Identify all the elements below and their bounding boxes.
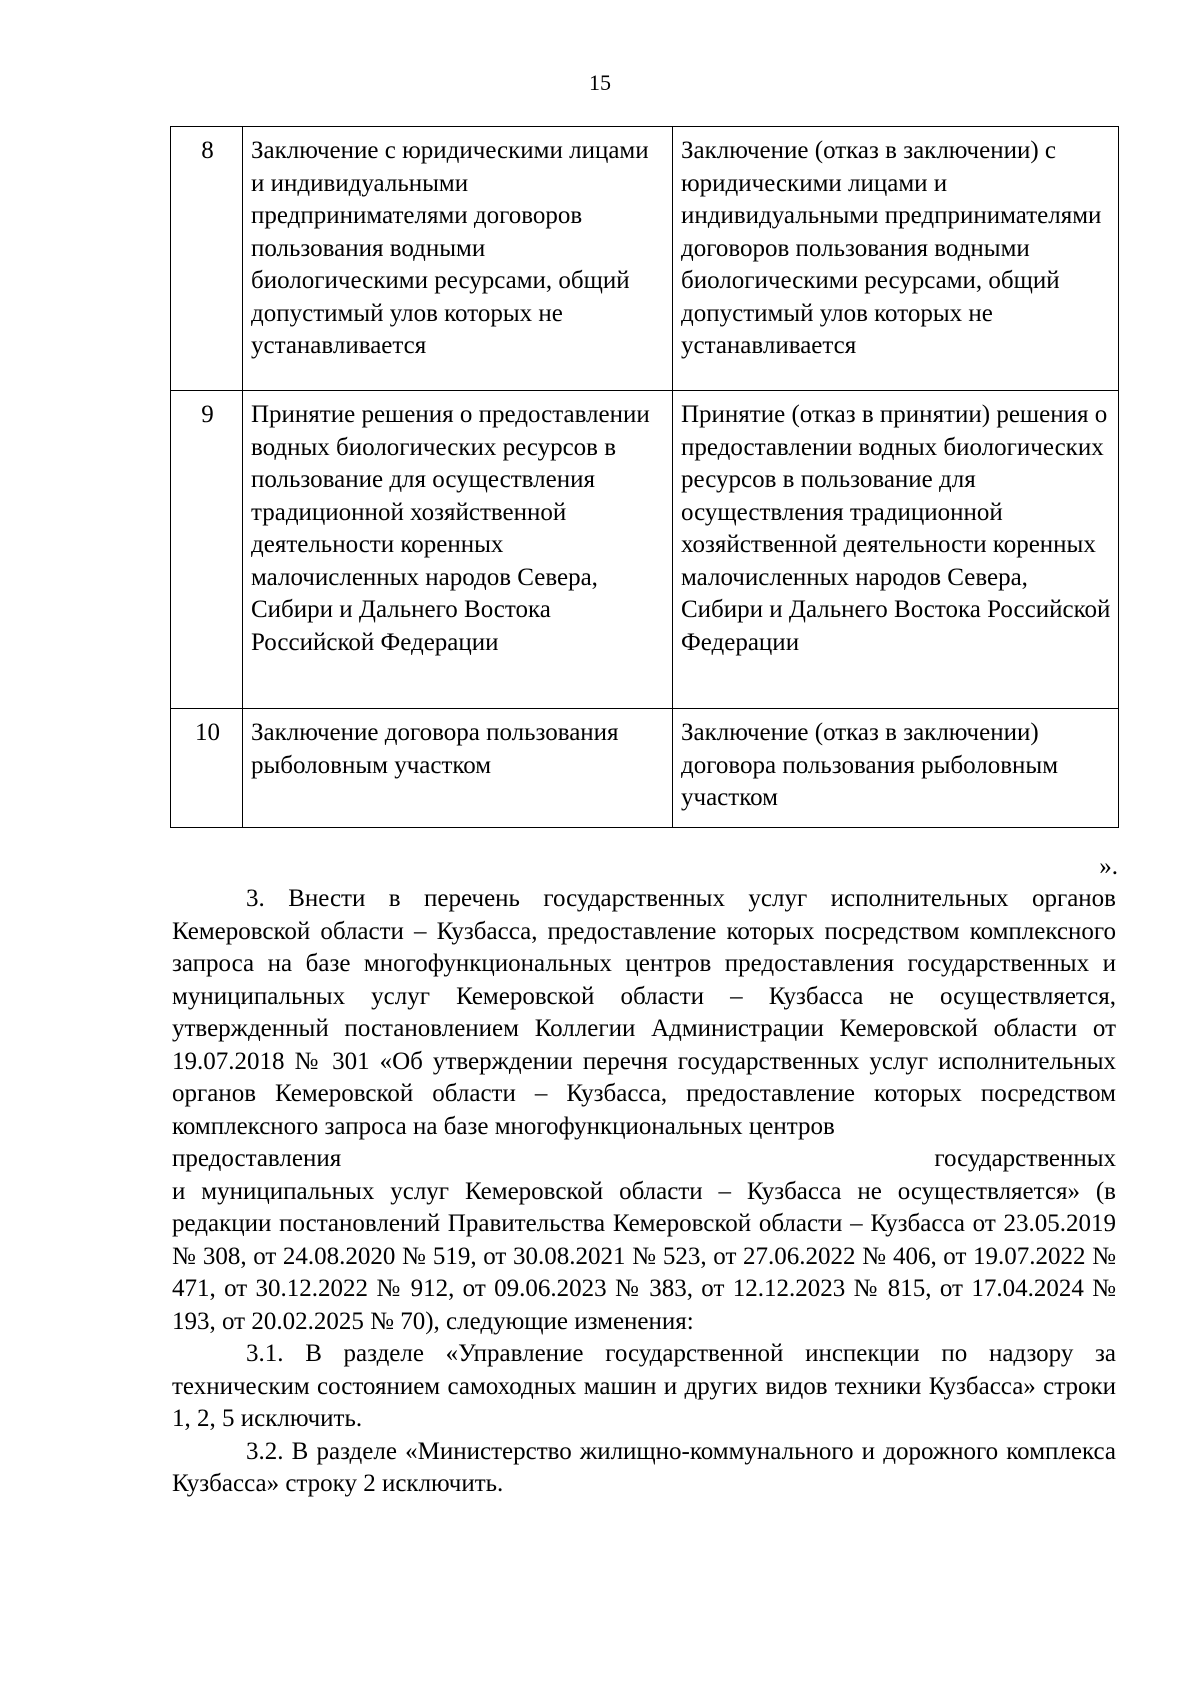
paragraph-3: 3. Внести в перечень государственных услуг исполнительных органов Кемеровской области – Кузбасса, предоставление которых посредством комплексного запроса на базе многофункциональных центров предоставления государственных и муниципальных услуг Кемеровской области – Кузбасса не осуществляется, утвержденный постановлением Коллегии Администрации Кемеровской области от 19.07.2018 № 301 «Об утверждении перечня государственных услуг исполнительных органов Кемеровской области – Кузбасса, предоставление которых посредством комплексного запроса на базе многофункциональных центров [172, 885, 1116, 1140]
service-result-cell: Заключение (отказ в заключении) договора пользования рыболовным участком [673, 709, 1119, 828]
page-number: 15 [589, 70, 611, 95]
paragraph-3-1: 3.1. В разделе «Управление государственной инспекции по надзору за техническим состоянием самоходных машин и других видов техники Кузбасса» строки 1, 2, 5 исключить. [172, 1340, 1116, 1432]
closing-quote: ». [1099, 853, 1118, 880]
services-table [170, 126, 1119, 828]
table-row [171, 391, 1119, 709]
service-name-cell: Заключение с юридическими лицами и индивидуальными предпринимателями договоров пользования водными биологическими ресурсами, общий допустимый улов которых не устанавливается [243, 127, 673, 391]
service-name-cell: Заключение договора пользования рыболовным участком [243, 709, 673, 828]
row-number: 10 [171, 709, 243, 828]
paragraph-3-split-line [172, 1143, 1116, 1176]
row-number: 8 [171, 127, 243, 391]
table-row [171, 127, 1119, 391]
service-result-cell: Принятие (отказ в принятии) решения о предоставлении водных биологических ресурсов в пользование для осуществления традиционной хозяйственной деятельности коренных малочисленных народов Севера, Сибири и Дальнего Востока Российской Федерации [673, 391, 1119, 709]
service-name-cell: Принятие решения о предоставлении водных биологических ресурсов в пользование для осуществления традиционной хозяйственной деятельности коренных малочисленных народов Севера, Сибири и Дальнего Востока Российской Федерации [243, 391, 673, 709]
paragraph-3-continuation: и муниципальных услуг Кемеровской области – Кузбасса не осуществляется» (в редакции постановлений Правительства Кемеровской области – Кузбасса от 23.05.2019 № 308, от 24.08.2020 № 519, от 30.08.2021 № 523, от 27.06.2022 № 406, от 19.07.2022 № 471, от 30.12.2022 № 912, от 09.06.2023 № 383, от 12.12.2023 № 815, от 17.04.2024 № 193, от 20.02.2025 № 70), следующие изменения: [172, 1177, 1116, 1335]
service-result-cell: Заключение (отказ в заключении) с юридическими лицами и индивидуальными предпринимателями договоров пользования водными биологическими ресурсами, общий допустимый улов которых не устанавливается [673, 127, 1119, 391]
split-line-right-word: государственных [934, 1145, 1116, 1172]
body-text [172, 883, 1116, 1501]
paragraph-3-2: 3.2. В разделе «Министерство жилищно-коммунального и дорожного комплекса Кузбасса» строку 2 исключить. [172, 1437, 1116, 1497]
table-row [171, 709, 1119, 828]
row-number: 9 [171, 391, 243, 709]
split-line-left-word: предоставления [172, 1145, 342, 1172]
